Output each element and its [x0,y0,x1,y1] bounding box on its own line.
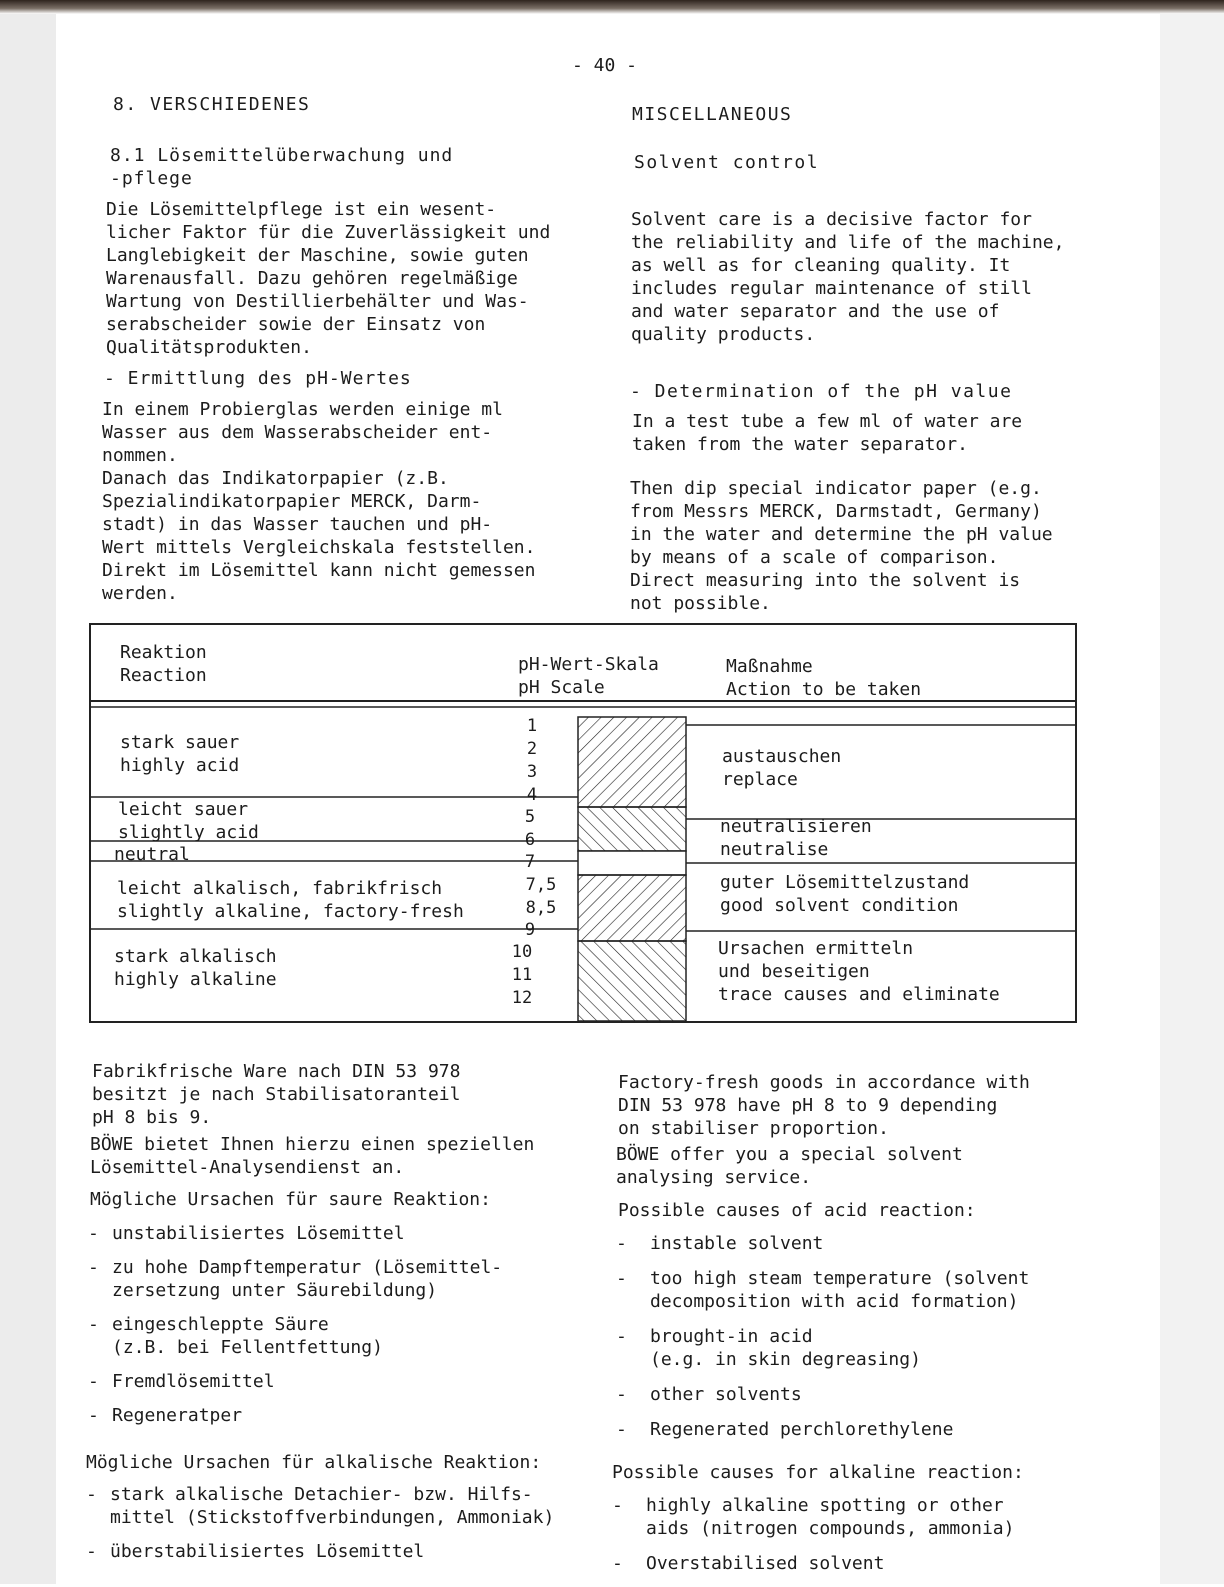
page-number: - 40 - [572,55,638,76]
ph-value: 1 [526,716,538,736]
factory-fresh-paragraph-en: Factory-fresh goods in accordance with DIN 53 978 have pH 8 to 9 depending on stabiliser proportion. [618,1072,1030,1139]
list-item: - stark alkalische Detachier- bzw. Hilfs- mittel (Stickstoffverbindungen, Ammoniak) [86,1484,555,1528]
ph-value: 7,5 [525,875,557,895]
list-item: - too high steam temperature (solvent decomposition with acid formation) [616,1268,1030,1312]
subheading-de: 8.1 Lösemittelüberwachung und -pflege [110,145,454,189]
header-ph-scale: pH-Wert-Skala pH Scale [518,654,659,698]
reaction-highly-acid: stark sauer highly acid [120,732,240,776]
acid-causes-list-en [616,1232,1086,1453]
ph-paragraph-en-2: Then dip special indicator paper (e.g. from Messrs MERCK, Darmstadt, Germany) in the water and determine the pH value by means of a scale of comparison. Direct measuring into the solvent is not possible. [630,478,1053,614]
intro-paragraph-de: Die Lösemittelpflege ist ein wesent- licher Faktor für die Zuverlässigkeit und Langlebigkeit der Maschine, sowie guten Warenausfall. Dazu gehören regelmäßige Wartung von Destillierbehälter und Was- serabscheider sowie der Einsatz von Qualitätsprodukten. [106,199,551,358]
ph-scale-table [84,623,1078,1025]
scale-swatch-highly-alkaline [578,941,686,1021]
scale-swatch-slightly-acid [578,807,686,851]
reaction-neutral: neutral [114,844,190,865]
reaction-slightly-alkaline: leicht alkalisch, fabrikfrisch slightly alkaline, factory-fresh [117,878,464,922]
intro-paragraph-en: Solvent care is a decisive factor for the reliability and life of the machine, as well as for cleaning quality. It includes regular maintenance of still and water separator and the use of quality products. [631,209,1065,345]
alkaline-causes-list-en [612,1494,1082,1587]
scale-swatch-highly-acid [578,717,686,807]
scale-swatch-neutral [578,851,686,875]
ph-value: 4 [526,785,538,805]
list-item: - instable solvent [616,1233,824,1254]
list-item: - eingeschleppte Säure (z.B. bei Fellentfettung) [88,1314,383,1358]
list-item: - überstabilisiertes Lösemittel [86,1541,425,1562]
section-heading-en: MISCELLANEOUS [632,104,793,125]
action-good-condition: guter Lösemittelzustand good solvent condition [720,872,970,916]
list-item: - Fremdlösemittel [88,1371,275,1392]
list-item: - other solvents [616,1384,802,1405]
list-item: - brought-in acid (e.g. in skin degreasing) [616,1326,921,1370]
alkaline-causes-list-de [86,1483,566,1574]
scan-margin-left [0,0,56,1584]
ph-value: 3 [526,762,538,782]
scale-swatch-slightly-alkaline [578,875,686,941]
scan-margin-right [1160,0,1224,1584]
ph-paragraph-de: In einem Probierglas werden einige ml Wasser aus dem Wasserabscheider ent- nommen. Danach das Indikatorpapier (z.B. Spezialindikatorpapier MERCK, Darm- stadt) in das Wasser tauchen und pH- Wert mittels Vergleichskala feststellen. Direkt im Lösemittel kann nicht gemessen werden. [102,399,536,604]
scan-edge-top [0,0,1224,14]
list-item: - Regenerated perchlorethylene [616,1419,954,1440]
subheading-en: Solvent control [634,152,820,173]
list-item: - zu hohe Dampftemperatur (Lösemittel- zersetzung unter Säurebildung) [88,1257,503,1301]
alkaline-causes-heading-de: Mögliche Ursachen für alkalische Reaktion: [86,1452,542,1473]
action-trace-causes: Ursachen ermitteln und beseitigen trace causes and eliminate [718,938,1000,1005]
list-item: - Regeneratper [88,1405,243,1426]
ph-value: 9 [524,920,536,940]
service-paragraph-de: BÖWE bietet Ihnen hierzu einen speziellen Lösemittel-Analysendienst an. [90,1134,535,1178]
acid-causes-heading-de: Mögliche Ursachen für saure Reaktion: [90,1189,491,1210]
ph-value: 11 [511,965,533,985]
ph-value: 8,5 [525,898,557,918]
ph-heading-de: - Ermittlung des pH-Wertes [104,368,412,389]
list-item: - unstabilisiertes Lösemittel [88,1223,405,1244]
action-neutralise: neutralisieren neutralise [720,816,872,860]
ph-value: 7 [524,852,536,872]
list-item: - highly alkaline spotting or other aids (nitrogen compounds, ammonia) [612,1495,1015,1539]
service-paragraph-en: BÖWE offer you a special solvent analysing service. [616,1144,963,1188]
header-reaction: Reaktion Reaction [120,642,207,686]
reaction-highly-alkaline: stark alkalisch highly alkaline [114,946,277,990]
alkaline-causes-heading-en: Possible causes for alkaline reaction: [612,1462,1024,1483]
header-action: Maßnahme Action to be taken [726,656,922,700]
section-heading-de: 8. VERSCHIEDENES [113,94,311,115]
ph-value: 12 [511,988,533,1008]
reaction-slightly-acid: leicht sauer slightly acid [118,799,259,843]
ph-value: 5 [524,807,536,827]
acid-causes-list-de [88,1222,568,1438]
ph-value: 10 [511,942,533,962]
ph-heading-en: - Determination of the pH value [630,381,1013,402]
ph-paragraph-en-1: In a test tube a few ml of water are taken from the water separator. [632,411,1023,455]
ph-value: 2 [526,739,538,759]
ph-value: 6 [524,830,536,850]
action-replace: austauschen replace [722,746,842,790]
acid-causes-heading-en: Possible causes of acid reaction: [618,1200,976,1221]
factory-fresh-paragraph-de: Fabrikfrische Ware nach DIN 53 978 besitzt je nach Stabilisatoranteil pH 8 bis 9. [92,1061,461,1128]
list-item: - Overstabilised solvent [612,1553,885,1574]
